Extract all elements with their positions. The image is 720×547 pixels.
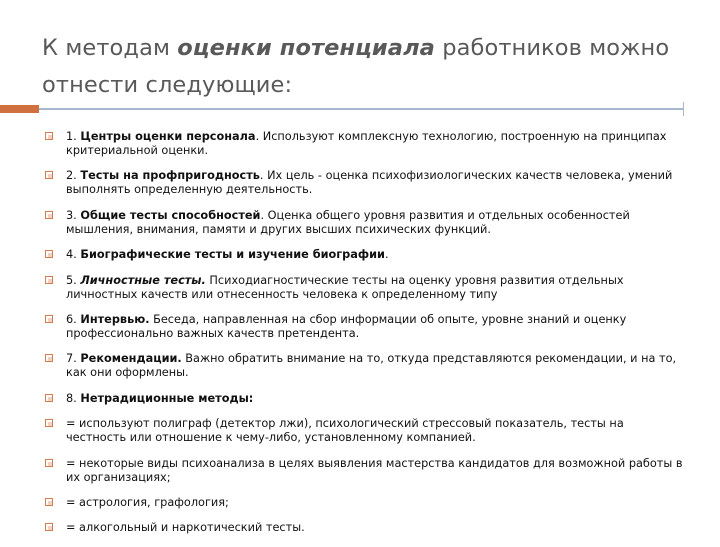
square-bullet-icon: [45, 354, 53, 362]
item-term: [80, 274, 205, 287]
item-description: = некоторые виды психоанализа в целях выявления мастерства кандидатов для возможной работы в их организациях;: [66, 456, 683, 484]
slide-title: [42, 30, 682, 104]
item-term: Интервью.: [80, 312, 150, 326]
square-bullet-icon: [45, 276, 53, 284]
list-item: [44, 313, 684, 341]
item-number: 1.: [66, 130, 81, 143]
title-divider-line: [39, 108, 683, 110]
list-item: [44, 392, 684, 406]
item-number: 5.: [66, 273, 81, 287]
square-bullet-icon: [45, 250, 53, 258]
item-description: Психодиагностические тесты на оценку уровня развития отдельных личностных качеств или отнесенность человека к определенному типу: [66, 273, 624, 301]
divider-end-tick: [683, 102, 684, 116]
item-description: Беседа, направленная на сбор информации об опыте, уровне знаний и оценку профессионально важных качеств претендента.: [66, 312, 627, 340]
list-item: [44, 417, 684, 445]
square-bullet-icon: [45, 211, 53, 219]
square-bullet-icon: [45, 459, 53, 467]
item-number: 6.: [66, 312, 81, 326]
method-list: [44, 130, 684, 547]
item-description: = астрология, графология;: [66, 495, 229, 509]
title-accent-bar: [0, 105, 39, 113]
list-item: [44, 248, 684, 262]
square-bullet-icon: [45, 523, 53, 531]
item-number: 8.: [66, 391, 81, 405]
item-description: . Их цель - оценка психофизиологических качеств человека, умений выполнять определенную деятельность.: [66, 169, 673, 197]
item-number: 7.: [66, 352, 81, 366]
square-bullet-icon: [45, 132, 53, 140]
list-item: [44, 457, 684, 485]
item-term: Рекомендации.: [80, 352, 182, 366]
item-term: Тесты на профпригодность: [80, 169, 260, 183]
item-description: = алкогольный и наркотический тесты.: [66, 521, 305, 535]
list-item: [44, 496, 684, 510]
item-description: = используют полиграф (детектор лжи), психологический стрессовый показатель, тесты на честность или отношение к чему-либо, установленному компанией.: [66, 417, 624, 445]
list-item: [44, 169, 684, 197]
item-term: Общие тесты способностей: [80, 208, 261, 222]
square-bullet-icon: [45, 498, 53, 506]
item-term: Центры оценки персонала: [80, 130, 256, 143]
list-item: [44, 130, 684, 158]
square-bullet-icon: [45, 419, 53, 427]
list-item: [44, 521, 684, 535]
item-number: 3.: [66, 208, 81, 222]
square-bullet-icon: [45, 315, 53, 323]
item-number: 2.: [66, 169, 81, 183]
item-number: 4.: [66, 248, 81, 262]
item-description: Важно обратить внимание на то, откуда представляются рекомендации, и на то, как они оформлены.: [66, 352, 677, 380]
list-item: [44, 274, 684, 302]
item-term: Биографические тесты и изучение биографии: [80, 248, 385, 262]
list-item: [44, 352, 684, 380]
item-term-italic: Личностные тесты.: [80, 273, 206, 287]
title-part-1: К методам: [42, 35, 178, 61]
item-description: .: [384, 248, 389, 262]
item-description: . Оценка общего уровня развития и отдельных особенностей мышления, внимания, памяти и других высших психических функций.: [66, 208, 630, 236]
title-part-3: работников можно отнести следующие:: [42, 35, 670, 98]
item-description: . Используют комплексную технологию, построенную на принципах критериальной оценки.: [66, 130, 667, 157]
square-bullet-icon: [45, 394, 53, 402]
title-emphasis: оценки потенциала: [177, 35, 435, 61]
square-bullet-icon: [45, 171, 53, 179]
list-item: [44, 209, 684, 237]
item-term: Нетрадиционные методы:: [80, 391, 254, 405]
